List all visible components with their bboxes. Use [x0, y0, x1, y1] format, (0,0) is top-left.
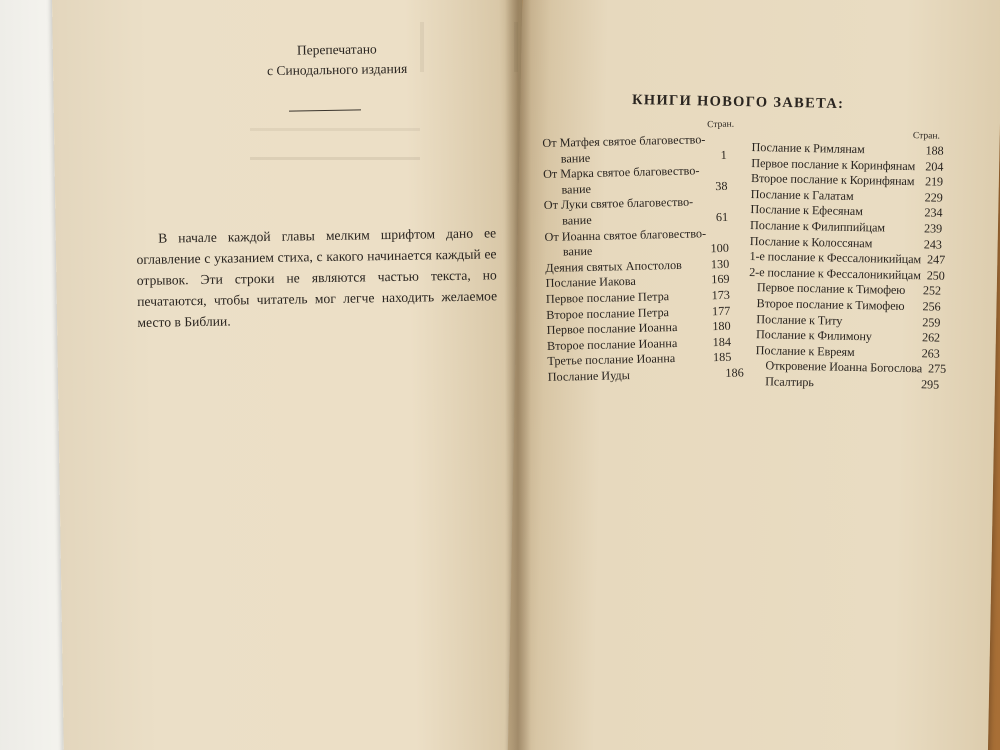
toc-entry: [544, 194, 741, 230]
toc-entry: [542, 132, 739, 168]
entry-title: вание: [562, 244, 593, 259]
entry-page: 275: [927, 361, 947, 377]
entry-page: 229: [924, 190, 943, 205]
entry-page: 185: [712, 350, 732, 365]
entry-page: 204: [925, 158, 944, 174]
entry-title: Второе послание Иоанна: [546, 335, 678, 353]
toc-entry: [543, 163, 740, 199]
entry-title: Первое послание Петра: [545, 289, 670, 306]
entry-title: Первое послание к Тимофею: [756, 280, 906, 298]
entry-title: От Иоанна святое благовество-: [544, 225, 707, 244]
entry-title: Послание к Филиппийцам: [750, 217, 886, 235]
left-page: [52, 0, 534, 750]
toc-entry: [544, 225, 741, 261]
entry-page: 100: [710, 240, 730, 256]
entry-title: Первое послание к Коринфянам: [751, 155, 916, 173]
entry-title: вание: [562, 212, 592, 228]
entry-page: 184: [712, 334, 732, 349]
entry-title: Послание Иакова: [545, 274, 636, 291]
entry-page: 234: [924, 205, 943, 221]
entry-title: Откровение Иоанна Богослова: [765, 358, 923, 376]
entry-title: вание: [561, 181, 592, 197]
notice-paragraph: В начале каждой главы мелким шрифтом дано ее оглавление с указанием стиха, с какого начинается каждый ее отрывок. Эти строки не являются частью текста, но печатаются, чтобы читатель мог легче находить желаемое место в Библии.: [136, 224, 498, 330]
entry-page: 186: [725, 365, 744, 380]
entry-page: 177: [711, 303, 731, 318]
entry-page: 219: [924, 174, 944, 189]
entry-title: Послание к Филимону: [755, 327, 873, 344]
entry-title: Послание Иуды: [547, 367, 631, 384]
entry-page: 169: [711, 272, 730, 287]
entry-page: 180: [712, 318, 731, 334]
entry-title: Второе послание к Тимофею: [756, 296, 905, 313]
toc-column-left: [542, 120, 744, 386]
entry-page: 295: [920, 377, 940, 392]
entry-page: 256: [922, 299, 941, 314]
entry-title: 1-е послание к Фессалоникийцам: [749, 249, 922, 267]
entry-title: Псалтирь: [765, 374, 814, 390]
entry-page: 252: [922, 283, 942, 298]
entry-page: 247: [926, 252, 946, 267]
entry-title: Второе послание Петра: [546, 304, 670, 322]
entry-title: Третье послание Иоанна: [547, 351, 676, 369]
entry-title: Послание к Колоссянам: [749, 233, 873, 250]
entry-page: 259: [922, 314, 941, 330]
entry-page: 239: [923, 221, 943, 236]
reprint-note: [252, 39, 423, 82]
entry-title: От Матфея святое благовество-: [542, 132, 706, 150]
entry-page: 38: [715, 178, 728, 193]
entry-title: От Луки святое благовество-: [543, 194, 694, 213]
reprint-line: Перепечатано: [296, 41, 377, 58]
entry-title: Послание к Римлянам: [751, 139, 865, 157]
entry-page: 263: [921, 346, 940, 361]
entry-page: 243: [923, 236, 942, 252]
entry-page: 188: [925, 143, 944, 158]
entry-page: 173: [711, 287, 731, 303]
entry-title: Послание к Евреям: [755, 342, 855, 359]
entry-title: От Марка святое благовество-: [542, 163, 700, 182]
entry-title: Первое послание Иоанна: [546, 320, 678, 338]
entry-title: Послание к Ефесянам: [750, 202, 863, 219]
reprint-line: с Синодального издания: [266, 60, 408, 79]
entry-page: 61: [715, 209, 729, 225]
entry-title: Деяния святых Апостолов: [545, 257, 682, 275]
entry-page: 1: [720, 147, 727, 162]
page-column-label: Стран.: [912, 131, 940, 142]
entry-page: 250: [926, 268, 945, 283]
entry-title: 2-е послание к Фессалоникийцам: [749, 264, 921, 283]
entry-page: 262: [921, 330, 941, 345]
entry-title: Второе послание к Коринфянам: [750, 171, 915, 189]
entry-title: Послание к Галатам: [750, 186, 854, 203]
toc-column-right: [747, 128, 947, 393]
page-column-label: Стран.: [707, 119, 735, 131]
entry-title: вание: [560, 150, 591, 166]
entry-page: 130: [710, 256, 730, 271]
entry-title: Послание к Титу: [756, 311, 843, 328]
toc-title: КНИГИ НОВОГО ЗАВЕТА:: [631, 91, 845, 113]
